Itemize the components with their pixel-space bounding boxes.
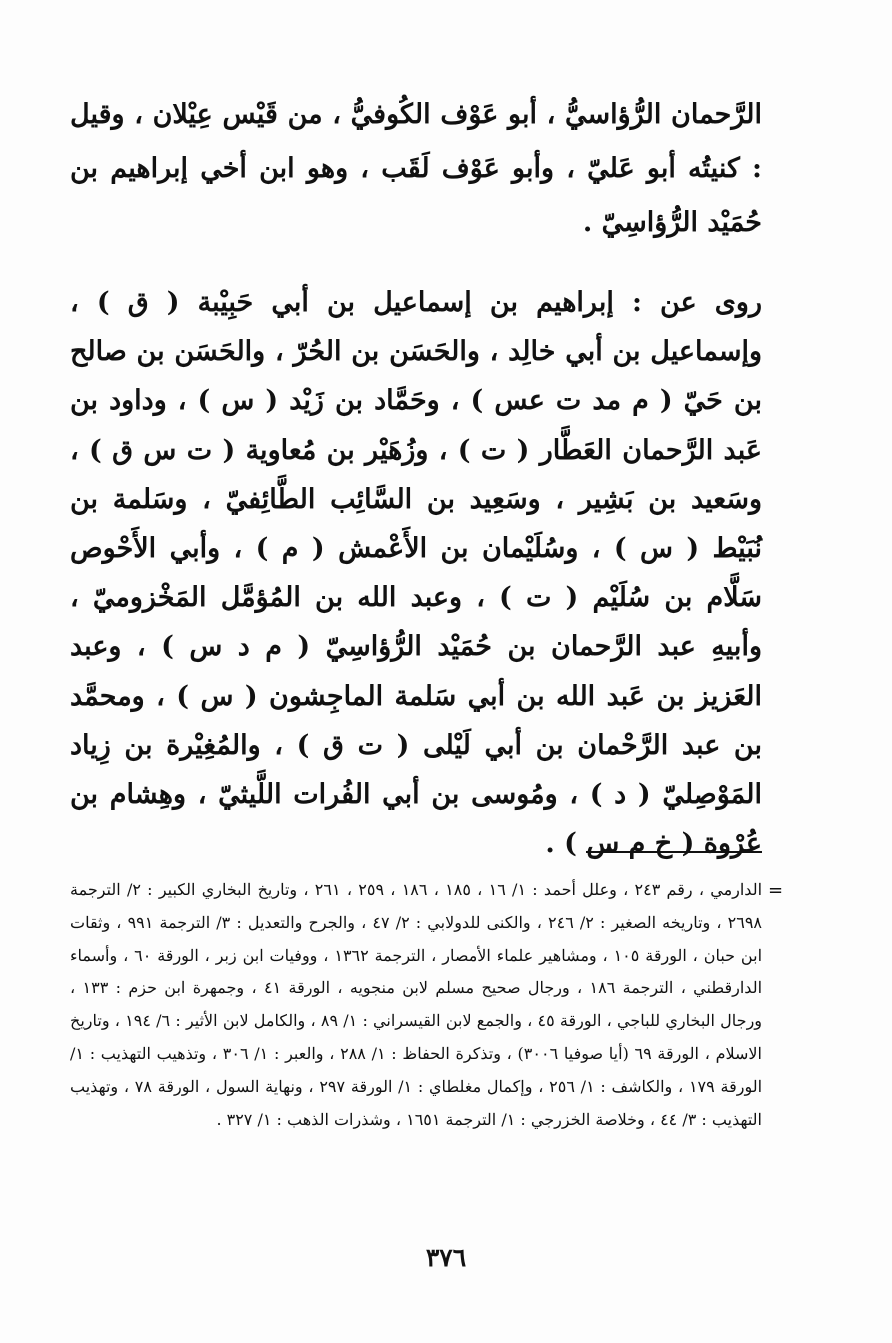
footnote-paragraph: [70, 874, 762, 1136]
biography-intro-text: الرَّحمان الرُّؤاسيُّ ، أبو عَوْف الكُوفيُّ ، من قَيْس عِيْلان ، وقيل : كنيتُه أبو عَليّ ، وأبو عَوْف لَقَب ، وهو ابن أخي إبراهيم بن حُمَيْد الرُّؤاسِيّ .: [70, 99, 762, 238]
narrated-from-paragraph: [70, 278, 762, 868]
narrated-from-heading: روى عن :: [631, 287, 762, 318]
footnote-text: الدارمي ، رقم ٢٤٣ ، وعلل أحمد : ١/ ١٦ ، ١٨٥ ، ١٨٦ ، ٢٥٩ ، ٢٦١ ، وتاريخ البخاري الكبير : ٢/ الترجمة ٢٦٩٨ ، وتاريخه الصغير : ٢/ ٢٤٦ ، والكنى للدولابي : ٢/ ٤٧ ، والجرح والتعديل : ٣/ الترجمة ٩٩١ ، وثقات ابن حبان ، الورقة ١٠٥ ، ومشاهير علماء الأمصار ، الترجمة ١٣٦٢ ، ووفيات ابن زبر ، الورقة ٦٠ ، وأسماء الدارقطني ، الترجمة ١٨٦ ، ورجال صحيح مسلم لابن منجويه ، الورقة ٤١ ، وجمهرة ابن حزم : ١٣٣ ، ورجال البخاري للباجي ، الورقة ٤٥ ، والجمع لابن القيسراني : ١/ ٨٩ ، والكامل لابن الأثير : ٦/ ١٩٤ ، وتاريخ الاسلام ، الورقة ٦٩ (أيا صوفيا ٣٠٠٦) ، وتذكرة الحفاظ : ١/ ٢٨٨ ، والعبر : ١/ ٣٠٦ ، وتذهيب التهذيب : ١/ الورقة ١٧٩ ، والكاشف : ١/ ٢٥٦ ، وإكمال مغلطاي : ١/ الورقة ٢٩٧ ، ونهاية السول ، الورقة ٧٨ ، وتهذيب التهذيب : ٣/ ٤٤ ، وخلاصة الخزرجي : ١/ الترجمة ١٦٥١ ، وشذرات الذهب : ١/ ٣٢٧ .: [70, 880, 763, 1129]
biography-intro-paragraph: [70, 88, 762, 250]
footnote-continuation-marker: =: [768, 880, 784, 901]
page-number: ٣٧٦: [425, 1243, 467, 1272]
footnote-separator: [586, 851, 762, 853]
narrated-from-list: إبراهيم بن إسماعيل بن أبي حَبِيْبة ( ق ) ، وإسماعيل بن أبي خالِد ، والحَسَن بن الحُرّ ، والحَسَن بن صالح بن حَيّ ( م مد ت عس ) ، وحَمَّاد بن زَيْد ( س ) ، وداود بن عَبد الرَّحمان العَطَّار ( ت ) ، وزُهَيْر بن مُعاوية ( ت س ق ) ، وسَعيد بن بَشِير ، وسَعِيد بن السَّائِب الطَّائِفيّ ، وسَلمة بن نُبَيْط ( س ) ، وسُلَيْمان بن الأَعْمش ( م ) ، وأبي الأَحْوص سَلَّام بن سُلَيْم ( ت ) ، وعبد الله بن المُؤمَّل المَخْزوميّ ، وأبيهِ عبد الرَّحمان بن حُمَيْد الرُّؤاسِيّ ( م د س ) ، وعبد العَزيز بن عَبد الله بن أبي سَلمة الماجِشون ( س ) ، ومحمَّد بن عبد الرَّحْمان بن أبي لَيْلى ( ت ق ) ، والمُغِيْرة بن زِياد المَوْصِليّ ( د ) ، ومُوسى بن أبي الفُرات اللَّيثيّ ، وهِشام بن عُرْوة ( خ م س ) .: [70, 287, 762, 860]
